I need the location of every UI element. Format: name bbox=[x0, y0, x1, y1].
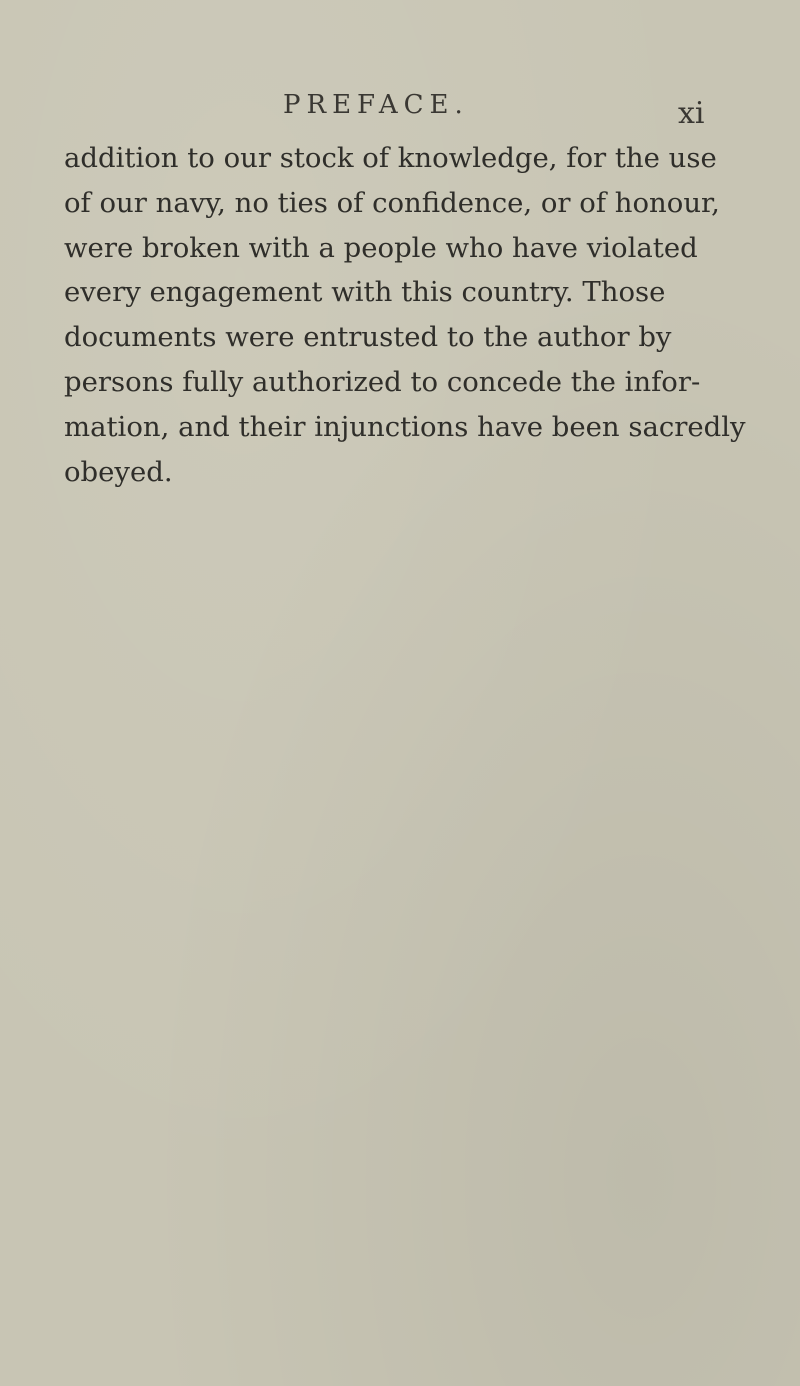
text-line: mation, and their injunctions have been sacredly bbox=[64, 410, 746, 443]
text-line: were broken with a people who have violated bbox=[64, 231, 698, 264]
text-line: obeyed. bbox=[64, 455, 173, 488]
body-paragraph bbox=[64, 136, 746, 494]
text-line: every engagement with this country. Those bbox=[64, 276, 666, 309]
text-line: addition to our stock of knowledge, for the use bbox=[64, 142, 717, 174]
text-line: persons fully authorized to concede the infor- bbox=[64, 365, 701, 398]
page-number: xi bbox=[678, 96, 705, 131]
text-line: documents were entrusted to the author by bbox=[64, 321, 672, 354]
text-line: of our navy, no ties of confidence, or of honour, bbox=[64, 186, 720, 219]
running-head: PREFACE. bbox=[283, 90, 469, 120]
